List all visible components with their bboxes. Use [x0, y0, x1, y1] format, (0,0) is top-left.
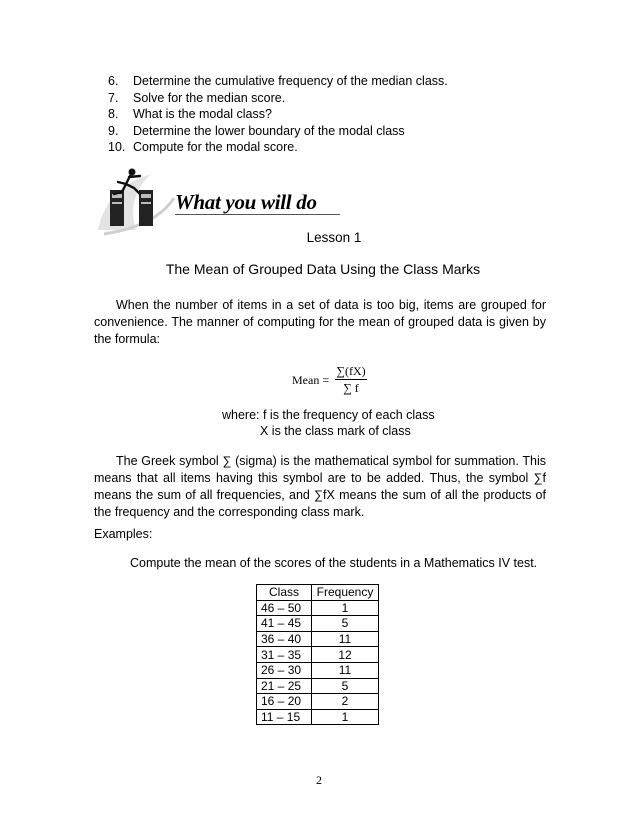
column-header: Class: [257, 585, 312, 601]
list-item: 9. Determine the lower boundary of the modal class: [108, 123, 405, 138]
table-row: [257, 616, 379, 632]
banner-underline: [175, 214, 340, 215]
legend-line: where: f is the frequency of each class: [222, 408, 435, 422]
frequency-cell: 12: [312, 647, 379, 663]
lesson-title: The Mean of Grouped Data Using the Class Marks: [165, 261, 481, 277]
table-row: [257, 678, 379, 694]
frequency-cell: 2: [312, 694, 379, 710]
frequency-cell: 5: [312, 616, 379, 632]
formula-numerator: ∑(fX): [336, 364, 366, 378]
table-row: [257, 647, 379, 663]
frequency-cell: 1: [312, 709, 379, 725]
class-cell: 26 – 30: [257, 662, 312, 678]
class-cell: 11 – 15: [257, 709, 312, 725]
table-row: [257, 631, 379, 647]
formula-lhs: Mean =: [292, 373, 330, 387]
formula-legend: [222, 407, 435, 439]
table-row: [257, 709, 379, 725]
table-row: [257, 662, 379, 678]
frequency-cell: 1: [312, 600, 379, 616]
list-item: 7. Solve for the median score.: [108, 90, 286, 105]
class-cell: 21 – 25: [257, 678, 312, 694]
class-cell: 46 – 50: [257, 600, 312, 616]
legend-line: X is the class mark of class: [260, 424, 411, 438]
sigma-paragraph: The Greek symbol ∑ (sigma) is the mathematical symbol for summation. This means that all items having this symbol are to be added. Thus, the symbol ∑f means the sum of all frequencies, and ∑fX means the sum of all the products of the frequency and the corresponding class mark.: [94, 454, 546, 519]
column-header: Frequency: [312, 585, 379, 601]
formula-denominator: ∑ f: [343, 381, 359, 395]
frequency-cell: 5: [312, 678, 379, 694]
frequency-table: [256, 584, 379, 725]
examples-label: Examples:: [94, 527, 153, 541]
class-cell: 41 – 45: [257, 616, 312, 632]
page-number: 2: [316, 773, 322, 787]
formula-fraction: [335, 364, 367, 395]
class-cell: 36 – 40: [257, 631, 312, 647]
frequency-cell: 11: [312, 631, 379, 647]
objectives-list: [108, 73, 448, 156]
list-item: 8. What is the modal class?: [108, 107, 272, 121]
fraction-bar: [335, 379, 367, 380]
exercise-text: Compute the mean of the scores of the students in a Mathematics IV test.: [130, 556, 538, 570]
table-header-row: [257, 585, 379, 601]
intro-paragraph: When the number of items in a set of data is too big, items are grouped for convenience. The manner of computing for the mean of grouped data is given by the formula:: [94, 298, 546, 346]
table-row: [257, 600, 379, 616]
list-item: 6. Determine the cumulative frequency of the median class.: [108, 74, 448, 88]
section-banner-title: What you will do: [175, 190, 317, 214]
lesson-label: Lesson 1: [306, 230, 362, 245]
class-cell: 16 – 20: [257, 694, 312, 710]
table-row: [257, 694, 379, 710]
class-cell: 31 – 35: [257, 647, 312, 663]
frequency-cell: 11: [312, 662, 379, 678]
list-item: 10. Compute for the modal score.: [108, 140, 298, 154]
